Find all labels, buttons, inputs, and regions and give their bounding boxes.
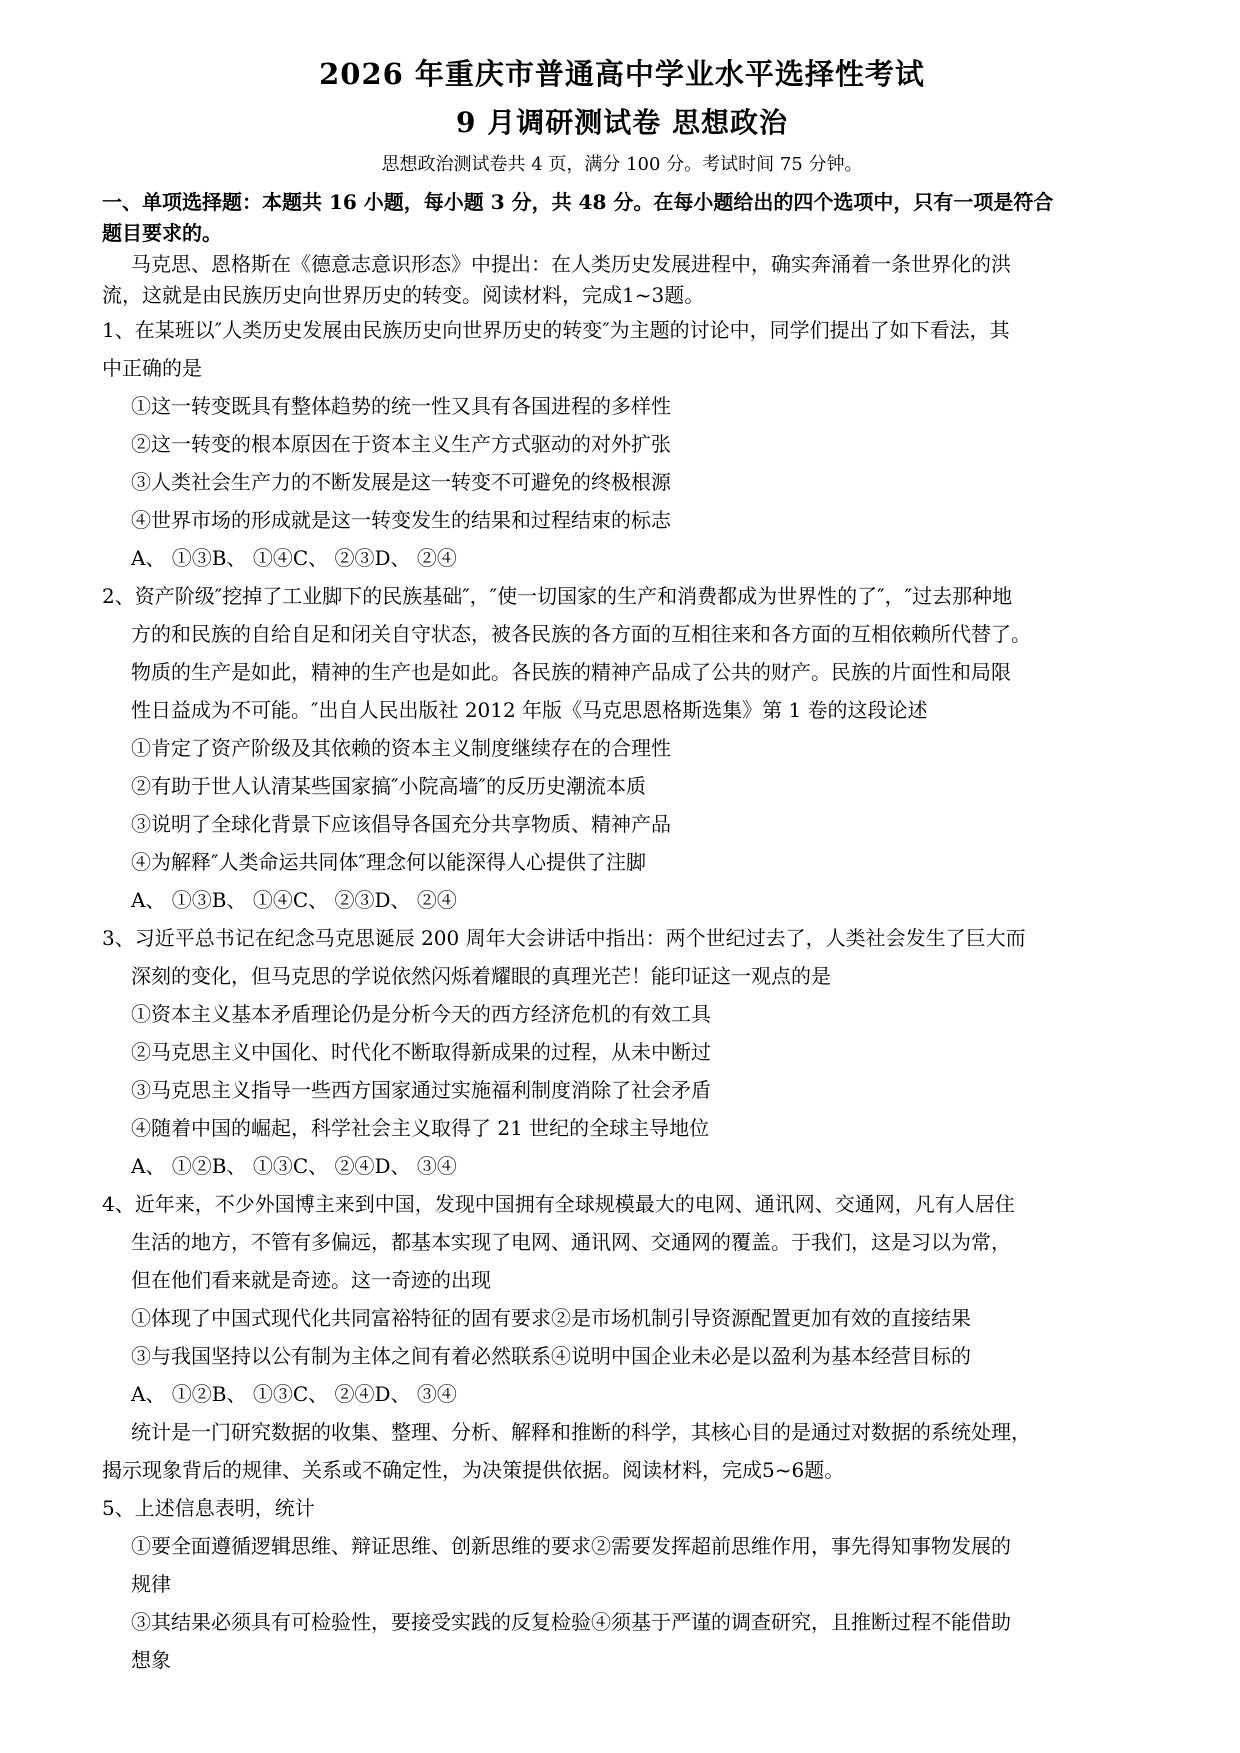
question-5-option-line: 想象 (131, 1648, 171, 1672)
question-4-stem-line: 4、近年来，不少外国博主来到中国，发现中国拥有全球规模最大的电网、通讯网、交通网，凡有人居住 (102, 1192, 1015, 1216)
question-5-option-line: 规律 (131, 1572, 171, 1596)
question-1-stem-line: 中正确的是 (102, 356, 202, 380)
question-2-answer-choices-line: A、 ①③B、 ①④C、 ②③D、 ②④ (131, 888, 457, 912)
question-1-option-line: ②这一转变的根本原因在于资本主义生产方式驱动的对外扩张 (131, 432, 671, 456)
section-header-line: 题目要求的。 (102, 221, 222, 245)
question-2-option-line: ④为解释″人类命运共同体″理念何以能深得人心提供了注脚 (131, 850, 646, 874)
intro-line: 揭示现象背后的规律、关系或不确定性，为决策提供依据。阅读材料，完成5~6题。 (102, 1458, 845, 1482)
question-2-option-line: ①肯定了资产阶级及其依赖的资本主义制度继续存在的合理性 (131, 736, 671, 760)
question-3-answer-choices-line: A、 ①②B、 ①③C、 ②④D、 ③④ (131, 1154, 457, 1178)
page-title: 2026 年重庆市普通高中学业水平选择性考试 (319, 57, 925, 91)
section-header-line: 一、单项选择题：本题共 16 小题，每小题 3 分，共 48 分。在每小题给出的四个选项中，只有一项是符合 (102, 190, 1054, 214)
question-1-option-line: ④世界市场的形成就是这一转变发生的结果和过程结束的标志 (131, 508, 671, 532)
question-3-option-line: ②马克思主义中国化、时代化不断取得新成果的过程，从未中断过 (131, 1040, 711, 1064)
question-4-answer-choices-line: A、 ①②B、 ①③C、 ②④D、 ③④ (131, 1382, 457, 1406)
question-5-stem-line: 5、上述信息表明，统计 (102, 1496, 315, 1520)
question-5-option-line: ①要全面遵循逻辑思维、辩证思维、创新思维的要求②需要发挥超前思维作用，事先得知事物发展的 (131, 1534, 1011, 1558)
question-2-stem-line: 物质的生产是如此，精神的生产也是如此。各民族的精神产品成了公共的财产。民族的片面性和局限 (131, 660, 1011, 684)
question-4-option-line: ①体现了中国式现代化共同富裕特征的固有要求②是市场机制引导资源配置更加有效的直接结果 (131, 1306, 971, 1330)
question-3-option-line: ④随着中国的崛起，科学社会主义取得了 21 世纪的全球主导地位 (131, 1116, 710, 1140)
question-1-option-line: ①这一转变既具有整体趋势的统一性又具有各国进程的多样性 (131, 394, 671, 418)
document-body (102, 187, 1142, 1679)
question-2-option-line: ②有助于世人认清某些国家搞″小院高墙″的反历史潮流本质 (131, 774, 646, 798)
question-5-option-line: ③其结果必须具有可检验性，要接受实践的反复检验④须基于严谨的调查研究，且推断过程不能借助 (131, 1610, 1011, 1634)
question-2-stem-line: 方的和民族的自给自足和闭关自守状态，被各民族的各方面的互相往来和各方面的互相依赖所代替了。 (131, 622, 1031, 646)
question-3-option-line: ③马克思主义指导一些西方国家通过实施福利制度消除了社会矛盾 (131, 1078, 711, 1102)
question-1-stem-line: 1、在某班以″人类历史发展由民族历史向世界历史的转变″为主题的讨论中，同学们提出了如下看法，其 (102, 318, 1010, 342)
question-2-stem-line: 性日益成为不可能。″出自人民出版社 2012 年版《马克思恩格斯选集》第 1 卷的这段论述 (131, 698, 928, 722)
question-1-answer-choices-line: A、 ①③B、 ①④C、 ②③D、 ②④ (131, 546, 457, 570)
question-4-stem-line: 但在他们看来就是奇迹。这一奇迹的出现 (131, 1268, 491, 1292)
intro-line: 流，这就是由民族历史向世界历史的转变。阅读材料，完成1~3题。 (102, 283, 705, 307)
exam-info: 思想政治测试卷共 4 页，满分 100 分。考试时间 75 分钟。 (381, 154, 863, 175)
question-4-option-line: ③与我国坚持以公有制为主体之间有着必然联系④说明中国企业未必是以盈利为基本经营目标的 (131, 1344, 971, 1368)
question-3-stem-line: 3、习近平总书记在纪念马克思诞辰 200 周年大会讲话中指出：两个世纪过去了，人类社会发生了巨大而 (102, 926, 1026, 950)
question-1-option-line: ③人类社会生产力的不断发展是这一转变不可避免的终极根源 (131, 470, 671, 494)
intro-line: 统计是一门研究数据的收集、整理、分析、解释和推断的科学，其核心目的是通过对数据的系统处理， (131, 1420, 1031, 1444)
question-4-stem-line: 生活的地方，不管有多偏远，都基本实现了电网、通讯网、交通网的覆盖。于我们，这是习以为常， (131, 1230, 1011, 1254)
intro-line: 马克思、恩格斯在《德意志意识形态》中提出：在人类历史发展进程中，确实奔涌着一条世界化的洪 (131, 252, 1011, 276)
question-2-option-line: ③说明了全球化背景下应该倡导各国充分共享物质、精神产品 (131, 812, 671, 836)
question-2-stem-line: 2、资产阶级″挖掉了工业脚下的民族基础″，″使一切国家的生产和消费都成为世界性的了″，″过去那种地 (102, 584, 1013, 608)
question-3-stem-line: 深刻的变化，但马克思的学说依然闪烁着耀眼的真理光芒！能印证这一观点的是 (131, 964, 831, 988)
question-3-option-line: ①资本主义基本矛盾理论仍是分析今天的西方经济危机的有效工具 (131, 1002, 711, 1026)
page-subtitle: 9 月调研测试卷 思想政治 (456, 106, 788, 139)
